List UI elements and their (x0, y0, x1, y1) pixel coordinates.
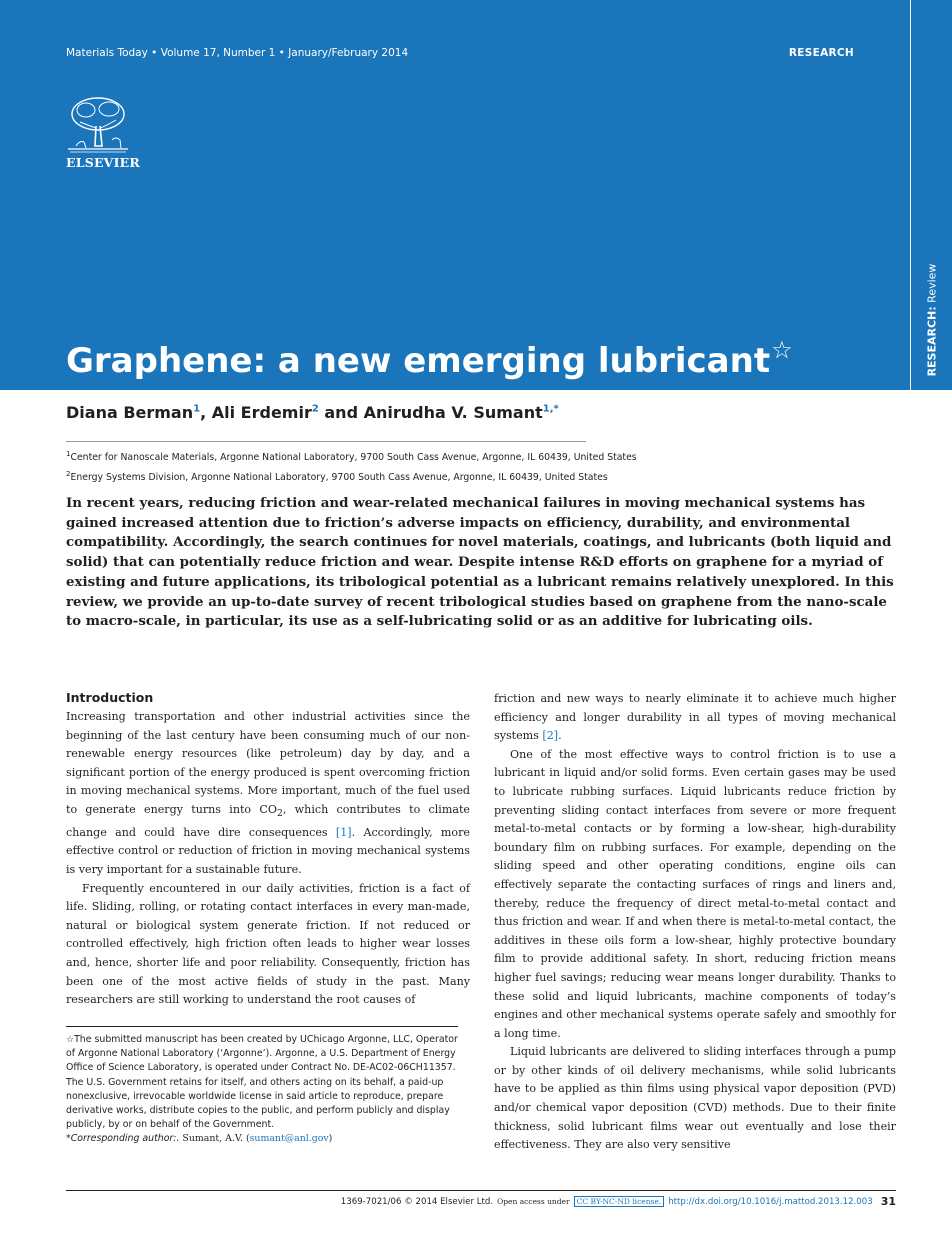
side-tab-label (926, 264, 939, 377)
left-column (66, 688, 470, 1010)
body-paragraph-2: One of the most effective ways to control friction is to use a lubricant in liquid and/or solid forms. Even certain gases may be used to lubricate rubbing surfaces. Liquid lubricants reduce friction by preventing sliding contact interfaces from severe or more frequent metal-to-metal contacts or by forming a low-shear, high-durability boundary film on rubbing surfaces. For example, depending on the sliding speed and other operating conditions, engine oils can effectively separate the contacting surfaces of rings and liners and, thereby, reduce the frequency of direct metal-to-metal contact and thus friction and wear. If and when there is metal-to-metal contact, the additives in these oils form a low-shear, highly protective boundary film to provide additional safety. In short, reducing friction means higher fuel savings; reducing wear means longer durability. Thanks to these solid and liquid lubricants, machine components of today’s engines and other mechanical systems operate safely and smoothly for a long time. (494, 747, 896, 1040)
footnote (66, 1033, 466, 1147)
email-link[interactable]: sumant@anl.gov (249, 1133, 329, 1145)
subscript: 2 (276, 808, 283, 820)
open-access-label: Open access under (497, 1197, 570, 1206)
title-text: Graphene: a new emerging lubricant (66, 341, 771, 381)
intro-text: Increasing transportation and other industrial activities since the beginning of the last century have been consuming much of our non-renewable energy resources (like petroleum) day by day, and a significant portion of the energy produced is spent overcoming friction in moving mechanical systems. More important, much of the fuel used to generate energy turns into CO (66, 710, 470, 816)
doi-link[interactable]: http://dx.doi.org/10.1016/j.mattod.2013.12.003 (668, 1196, 873, 1207)
affiliation-number: 1 (66, 450, 71, 458)
footnote-text (66, 1033, 466, 1132)
intro-text: , which contributes to climate change and could have dire consequences (66, 802, 470, 839)
intro-paragraph-2: Frequently encountered in our daily activities, friction is a fact of life. Sliding, rolling, or rotating contact interfaces in every man-made, natural or biological system generate friction. If not reduced or controlled effectively, high friction often leads to higher wear losses and, hence, shorter life and poor reliability. Consequently, friction has been one of the most active fields of study in the past. Many researchers are still working to understand the root causes of (66, 881, 470, 1007)
corresponding-name: Sumant, A.V. ( (179, 1133, 250, 1145)
body-paragraph-1 (494, 690, 896, 746)
author-list (66, 403, 559, 422)
author-affiliation-link[interactable]: 1,* (542, 403, 559, 415)
title-footnote-star-icon[interactable]: ☆ (771, 336, 793, 364)
intro-text: . Accordingly, more effective control or reduction of friction in moving mechanical systems is very important for a sustainable future. (66, 825, 470, 876)
author-name: Anirudha V. Sumant (363, 403, 543, 422)
affiliation-divider (66, 441, 586, 442)
footnote-star-icon: ☆ (66, 1035, 75, 1045)
corresponding-end: ) (328, 1133, 333, 1145)
abstract: In recent years, reducing friction and wear-related mechanical failures in moving mechanical systems has gained increased attention due to friction’s adverse impacts on efficiency, durability, and environmental compatibility. Accordingly, the search continues for novel materials, coatings, and lubricants (both liquid and solid) that can potentially reduce friction and wear. Despite intense R&D efforts on graphene for a myriad of existing and future applications, its tribological potential as a lubricant remains relatively unexplored. In this review, we provide an up-to-date survey of recent tribological studies based on graphene from the nano-scale to macro-scale, in particular, its use as a self-lubricating solid or as an additive for lubricating oils. (66, 495, 894, 630)
page-footer (341, 1195, 896, 1208)
author-affiliation-link[interactable]: 1 (193, 403, 201, 415)
corresponding-author (66, 1132, 466, 1146)
right-column (494, 690, 896, 1155)
title-banner (0, 0, 910, 390)
elsevier-logo (66, 96, 140, 170)
affiliation-text: Energy Systems Division, Argonne National Laboratory, 9700 South Cass Avenue, Argonne, IL 60439, United States (70, 472, 608, 484)
affiliation-list (66, 446, 637, 486)
affiliation-item (66, 446, 637, 466)
article-title (66, 336, 793, 381)
author-separator: and (318, 403, 364, 422)
section-label: RESEARCH (788, 47, 854, 59)
author-affiliation-link[interactable]: 2 (311, 403, 319, 415)
body-text: . (558, 729, 562, 743)
affiliation-item (66, 466, 637, 486)
side-tab-label-rest: Review (925, 263, 939, 307)
affiliation-number: 2 (66, 470, 71, 479)
license-link[interactable]: CC BY-NC-ND license. (574, 1196, 665, 1207)
issn-copyright: 1369-7021/06 © 2014 Elsevier Ltd. (340, 1196, 494, 1207)
page-number: 31 (880, 1195, 896, 1208)
section-side-tab (910, 0, 952, 390)
footnote-divider (66, 1026, 458, 1027)
affiliation-text: Center for Nanoscale Materials, Argonne National Laboratory, 9700 South Cass Avenue, Argonne, IL 60439, United States (70, 452, 637, 464)
section-heading-introduction: Introduction (66, 690, 154, 705)
body-text: friction and new ways to nearly eliminate it to achieve much higher efficiency and longer durability in all types of moving mechanical systems (494, 692, 896, 743)
footer-divider (66, 1190, 896, 1191)
footnote-body: The submitted manuscript has been created by UChicago Argonne, LLC, Operator of Argonne National Laboratory (‘Argonne’). Argonne, a U.S. Department of Energy Office of Science Laboratory, is operated under Contract No. DE-AC02-06CH11357. The U.S. Government retains for itself, and others acting on its behalf, a paid-up nonexclusive, irrevocable worldwide license in said article to reproduce, prepare derivative works, distribute copies to the public, and perform publicly and display publicly, by or on behalf of the Government. (66, 1034, 458, 1131)
reference-link[interactable]: [2] (542, 729, 559, 743)
elsevier-tree-icon (66, 96, 130, 154)
intro-paragraph-1 (66, 708, 470, 880)
publisher-name: ELSEVIER (66, 155, 140, 170)
reference-link[interactable]: [1] (335, 825, 352, 839)
side-tab-label-bold: RESEARCH: (925, 306, 939, 377)
body-paragraph-3: Liquid lubricants are delivered to sliding interfaces through a pump or by other kinds of oil delivery mechanisms, while solid lubricants have to be applied as thin films using physical vapor deposition (PVD) and/or chemical vapor deposition (CVD) methods. Due to their finite thickness, solid lubricant films wear out eventually and lose their effectiveness. They are also very sensitive (494, 1045, 896, 1152)
author-separator: , (200, 403, 212, 422)
corresponding-label: *Corresponding author:. (66, 1133, 180, 1145)
author-name: Ali Erdemir (211, 403, 312, 422)
author-name: Diana Berman (66, 403, 194, 422)
journal-citation: Materials Today • Volume 17, Number 1 • January/February 2014 (66, 47, 409, 59)
